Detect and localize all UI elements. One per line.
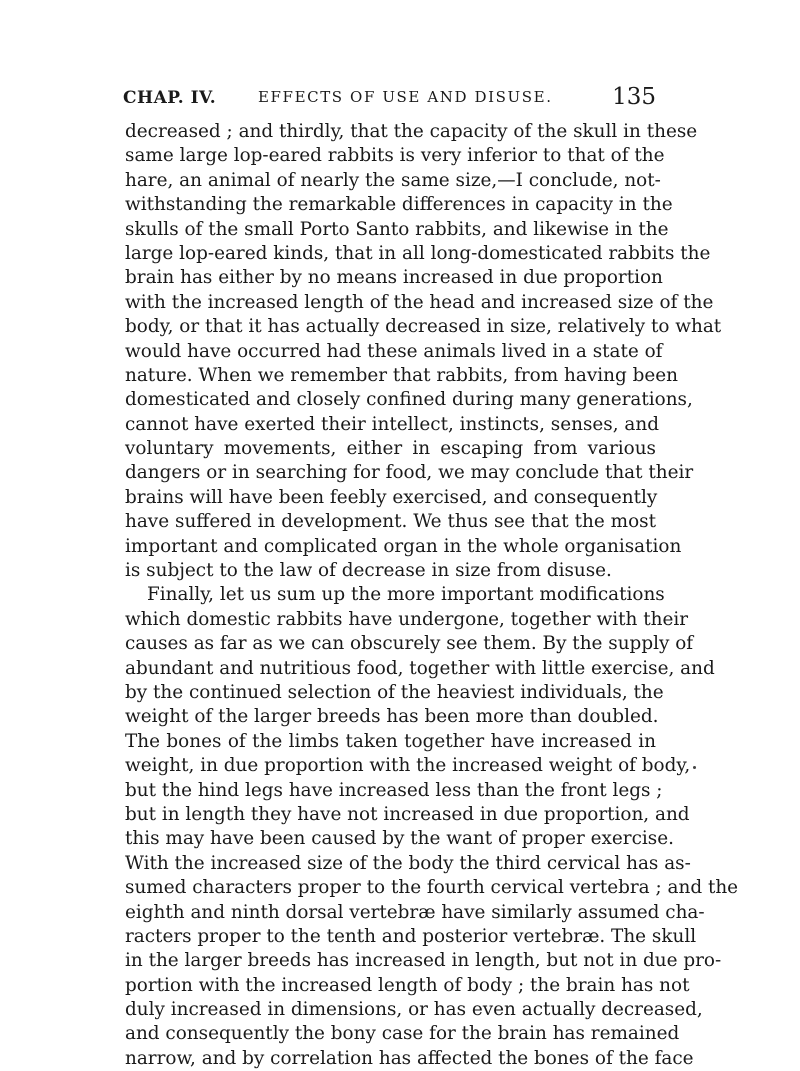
- text-line: nature. When we remember that rabbits, from having been: [125, 364, 678, 386]
- text-line: this may have been caused by the want of proper exercise.: [125, 828, 674, 850]
- text-line: body, or that it has actually decreased in size, relatively to what: [125, 316, 722, 338]
- text-line: duly increased in dimensions, or has even actually decreased,: [125, 999, 703, 1021]
- text-line: important and complicated organ in the whole organisation: [125, 535, 682, 557]
- text-line: by the continued selection of the heaviest individuals, the: [125, 681, 664, 703]
- text-line: have suffered in development. We thus see that the most: [125, 511, 656, 533]
- text-line: skulls of the small Porto Santo rabbits, and likewise in the: [125, 218, 669, 240]
- text-line: withstanding the remarkable differences in capacity in the: [125, 194, 673, 216]
- text-line: The bones of the limbs taken together have increased in: [125, 730, 656, 752]
- text-line: racters proper to the tenth and posterior vertebræ. The skull: [125, 925, 697, 947]
- text-line: weight, in due proportion with the increased weight of body,: [125, 755, 691, 777]
- text-line: With the increased size of the body the third cervical has as-: [125, 852, 691, 874]
- running-title: EFFECTS OF USE AND DISUSE.: [258, 88, 553, 106]
- text-line: sumed characters proper to the fourth cervical vertebra ; and the: [125, 877, 739, 899]
- page-number: 135: [612, 84, 656, 110]
- chapter-label: CHAP. IV.: [123, 88, 217, 108]
- paragraph-first-line: Finally, let us sum up the more important modifications: [147, 584, 665, 606]
- text-line: portion with the increased length of body ; the brain has not: [125, 974, 690, 996]
- text-line: but in length they have not increased in due proportion, and: [125, 803, 690, 825]
- text-line: with the increased length of the head and increased size of the: [125, 291, 714, 313]
- text-line: eighth and ninth dorsal vertebræ have similarly assumed cha-: [125, 901, 705, 923]
- body-text: [125, 120, 739, 1071]
- running-header: [123, 84, 656, 110]
- text-line: causes as far as we can obscurely see them. By the supply of: [125, 633, 694, 655]
- text-line: same large lop-eared rabbits is very inferior to that of the: [125, 145, 665, 167]
- text-line: voluntary movements, either in escaping from various: [125, 438, 656, 460]
- text-line: dangers or in searching for food, we may conclude that their: [125, 462, 694, 484]
- text-line: decreased ; and thirdly, that the capacity of the skull in these: [125, 121, 698, 142]
- text-line: would have occurred had these animals lived in a state of: [125, 340, 663, 362]
- text-line: hare, an animal of nearly the same size,—I conclude, not-: [125, 169, 661, 191]
- text-line: brains will have been feebly exercised, and consequently: [125, 486, 658, 508]
- text-line: large lop-eared kinds, that in all long-domesticated rabbits the: [125, 242, 711, 264]
- paragraph-last-line: is subject to the law of decrease in size from disuse.: [125, 560, 612, 582]
- text-line: abundant and nutritious food, together with little exercise, and: [125, 657, 715, 679]
- text-line: brain has either by no means increased in due proportion: [125, 267, 663, 289]
- text-line: in the larger breeds has increased in length, but not in due pro-: [125, 950, 722, 972]
- text-line: cannot have exerted their intellect, instincts, senses, and: [125, 413, 659, 435]
- margin-speck: [693, 766, 696, 769]
- text-line: weight of the larger breeds has been more than doubled.: [125, 706, 659, 728]
- text-line: domesticated and closely confined during many generations,: [125, 389, 693, 411]
- text-line: but the hind legs have increased less than the front legs ;: [125, 779, 663, 801]
- text-line: and consequently the bony case for the brain has remained: [125, 1023, 680, 1045]
- text-line: which domestic rabbits have undergone, together with their: [125, 608, 689, 630]
- text-line: narrow, and by correlation has affected the bones of the face: [125, 1047, 694, 1069]
